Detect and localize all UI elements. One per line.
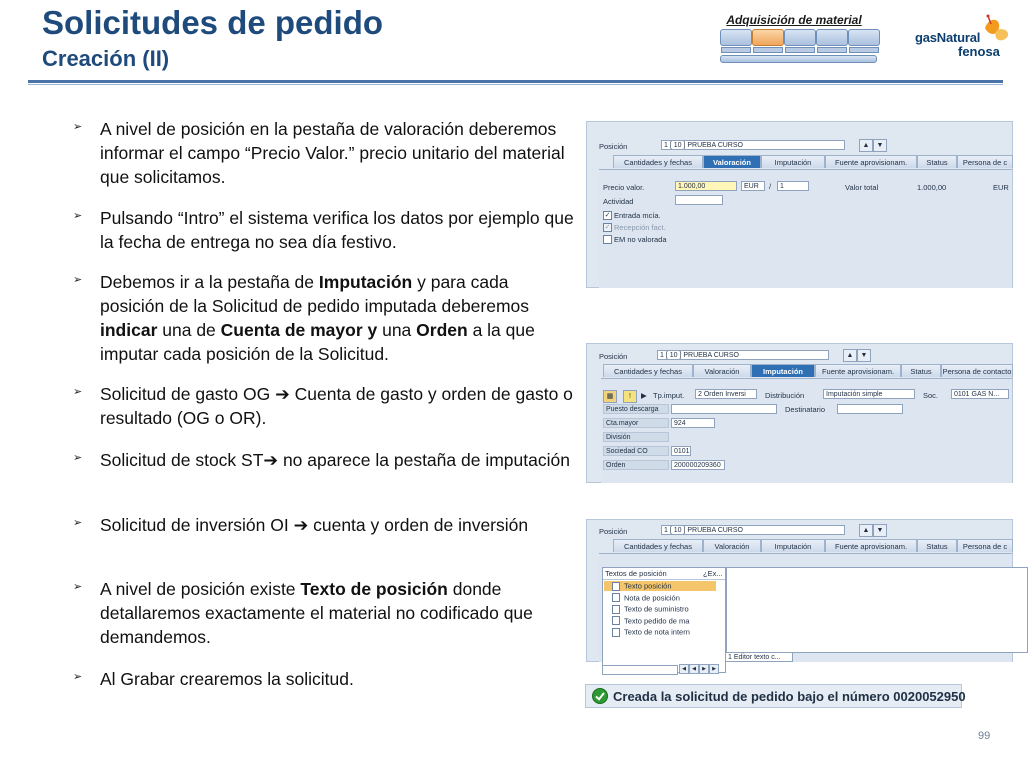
process-step-2-active <box>752 29 784 46</box>
bullet-text-run: Texto de posición <box>300 579 448 599</box>
recepcion-checkbox[interactable]: ✓ <box>604 224 611 231</box>
orden-label: Orden <box>603 460 669 470</box>
tab-imputacion[interactable]: Imputación <box>751 364 815 377</box>
next-position-icon[interactable]: ▼ <box>873 524 887 537</box>
bullet-text <box>100 513 575 537</box>
tpimput-select[interactable]: 2 Orden Inversi <box>695 389 757 399</box>
page-subtitle: Creación (II) <box>42 46 170 71</box>
process-baseline <box>720 55 877 63</box>
em-label: EM no valorada <box>614 235 667 244</box>
sap-screen-textos <box>586 519 1013 672</box>
tab-status[interactable]: Status <box>917 155 957 168</box>
tree-item[interactable] <box>604 604 716 614</box>
brand-name-line2: fenosa <box>958 44 1000 59</box>
valor-total-value: 1.000,00 <box>917 183 947 192</box>
bullet-text <box>100 270 575 366</box>
tree-item[interactable] <box>604 616 716 626</box>
bullet-text <box>100 577 575 649</box>
distribucion-select[interactable]: Imputación simple <box>823 389 915 399</box>
header-divider <box>28 80 1003 83</box>
process-step-3 <box>784 29 816 46</box>
bullet-text <box>100 667 575 691</box>
brand-name: gasNatural <box>915 30 981 45</box>
grid-view-icon[interactable]: ▦ <box>603 390 617 403</box>
scroll-prev-icon[interactable]: ◀ <box>689 664 699 674</box>
per-quantity-input[interactable]: 1 <box>777 181 809 191</box>
destinatario-label: Destinatario <box>785 405 826 414</box>
scroll-last-icon[interactable]: ▶ <box>709 664 719 674</box>
bullet-text <box>100 382 575 430</box>
puesto-label: Puesto descarga <box>603 404 669 414</box>
actividad-input[interactable] <box>675 195 723 205</box>
tree-column-header: ¿Ex... <box>703 569 723 578</box>
bullet-text-run: Pulsando “Intro” el sistema verifica los datos por ejemplo que la fecha de entrega no sea día festivo. <box>100 208 574 252</box>
bullet-arrow-icon: ➢ <box>73 210 83 222</box>
document-icon <box>612 593 620 602</box>
bullet-arrow-icon: ➢ <box>73 671 83 683</box>
bullet-text-run: indicar <box>100 320 158 340</box>
process-substep <box>721 47 751 53</box>
document-icon <box>612 605 620 614</box>
bullet-text <box>100 117 575 189</box>
tree-item-label: Texto de suministro <box>624 604 689 614</box>
tree-item-label: Texto pedido de ma <box>624 616 690 626</box>
precio-input[interactable]: 1.000,00 <box>675 181 737 191</box>
valor-total-label: Valor total <box>845 183 879 192</box>
tab-valoracion[interactable]: Valoración <box>703 155 761 168</box>
bullet-arrow-icon: ➢ <box>73 386 83 398</box>
bullet-text <box>100 448 575 472</box>
soc-label: Soc. <box>923 391 939 400</box>
tab-status[interactable]: Status <box>917 539 957 552</box>
document-icon <box>612 628 620 637</box>
bullet-text-run: Solicitud de inversión OI <box>100 515 294 535</box>
bullet-text-run: Imputación <box>318 272 413 292</box>
actividad-label: Actividad <box>603 197 634 206</box>
next-position-icon[interactable]: ▼ <box>873 139 887 152</box>
status-bar-message <box>585 684 966 708</box>
scroll-next-icon[interactable]: ▶ <box>699 664 709 674</box>
bullet-arrow-icon: ➢ <box>73 274 83 286</box>
entrada-label: Entrada mcía. <box>614 211 661 220</box>
process-step-4 <box>816 29 848 46</box>
bullet-arrow-icon: ➢ <box>73 581 83 593</box>
right-arrow-icon: ➔ <box>275 384 290 404</box>
posicion-select[interactable]: 1 [ 10 ] PRUEBA CURSO <box>661 525 845 535</box>
sap-screen-imputacion <box>586 343 1013 483</box>
entrada-checkbox[interactable]: ✓ <box>604 212 611 219</box>
info-icon[interactable]: ! <box>623 390 637 403</box>
bullet-text-run: Solicitud de stock ST <box>100 450 264 470</box>
process-substep <box>849 47 879 53</box>
valor-total-currency: EUR <box>993 183 1009 192</box>
bullet-text-run: Cuenta de mayor y <box>220 320 378 340</box>
posicion-select[interactable]: 1 [ 10 ] PRUEBA CURSO <box>657 350 829 360</box>
prev-position-icon[interactable]: ▲ <box>859 524 873 537</box>
posicion-select[interactable]: 1 [ 10 ] PRUEBA CURSO <box>661 140 845 150</box>
process-step-5 <box>848 29 880 46</box>
bullet-arrow-icon: ➢ <box>73 121 83 133</box>
orden-input[interactable]: 200000209360 <box>671 460 725 470</box>
puesto-input[interactable] <box>671 404 777 414</box>
sap-screen-valoracion <box>586 121 1013 288</box>
sociedad-input[interactable]: 0101 <box>671 446 691 456</box>
process-step-1 <box>720 29 752 46</box>
tab-persona[interactable]: Persona de c <box>957 155 1013 168</box>
posicion-label: Posición <box>599 142 628 151</box>
bullet-text-run: A nivel de posición existe <box>100 579 301 599</box>
right-arrow-icon: ➔ <box>293 515 309 535</box>
header-divider-thin <box>28 84 1003 85</box>
process-substep <box>817 47 847 53</box>
bullet-text-run: Cuenta de gasto y orden de gasto o resultado (OG o OR). <box>100 384 573 428</box>
process-substep <box>785 47 815 53</box>
currency-input[interactable]: EUR <box>741 181 765 191</box>
document-icon <box>612 616 620 625</box>
destinatario-input[interactable] <box>837 404 903 414</box>
process-title: Adquisición de material <box>726 13 862 27</box>
tree-scrollbar[interactable] <box>602 665 678 675</box>
em-checkbox[interactable] <box>603 235 612 244</box>
posicion-label: Posición <box>599 527 628 536</box>
tree-header: Textos de posición <box>605 569 667 578</box>
process-substep <box>753 47 783 53</box>
posicion-label: Posición <box>599 352 628 361</box>
tree-item-label: Texto de nota intern <box>624 627 690 637</box>
bullet-text-run: y para cada posición de la Solicitud de pedido imputada deberemos <box>100 272 530 316</box>
division-label: División <box>603 432 669 442</box>
bullet-text-run: Al Grabar crearemos la solicitud. <box>100 669 354 689</box>
bullet-text-run: Debemos ir a la pestaña de <box>100 272 319 292</box>
tab-fuente-aprov[interactable]: Fuente aprovisionam. <box>825 539 917 552</box>
tab-persona[interactable]: Persona de contacto <box>941 364 1013 377</box>
success-check-icon <box>592 688 608 704</box>
recepcion-label: Recepción fact. <box>614 223 666 232</box>
bullet-text-run: no aparece la pestaña de imputación <box>278 450 570 470</box>
tab-cantidades[interactable]: Cantidades y fechas <box>603 364 693 377</box>
page-title: Solicitudes de pedido <box>42 4 384 41</box>
scroll-first-icon[interactable]: ◀ <box>679 664 689 674</box>
next-position-icon[interactable]: ▼ <box>857 349 871 362</box>
bullet-text-run: a la que imputar cada posición de la Solicitud. <box>100 320 535 364</box>
per-separator: / <box>769 182 772 191</box>
tree-item[interactable] <box>604 627 716 637</box>
precio-label: Precio valor. <box>603 183 645 192</box>
tab-valoracion[interactable]: Valoración <box>703 539 761 552</box>
tab-cantidades[interactable]: Cantidades y fechas <box>613 155 703 168</box>
bullet-text <box>100 206 575 254</box>
sociedad-label: Sociedad CO <box>603 446 669 456</box>
bullet-arrow-icon: ➢ <box>73 452 83 464</box>
tree-item[interactable] <box>604 581 716 591</box>
tree-item-label: Texto posición <box>624 581 672 591</box>
bullet-text-run: cuenta y orden de inversión <box>308 515 529 535</box>
tab-imputacion[interactable]: Imputación <box>761 539 825 552</box>
tab-status[interactable]: Status <box>901 364 941 377</box>
arrow-right-icon: ▶ <box>641 391 647 400</box>
distribucion-label: Distribución <box>765 391 805 400</box>
prev-position-icon[interactable]: ▲ <box>843 349 857 362</box>
editor-select[interactable]: 1 Editor texto c... <box>725 652 793 662</box>
tab-imputacion[interactable]: Imputación <box>761 155 825 168</box>
soc-select[interactable]: 0101 GAS N... <box>951 389 1009 399</box>
ctamayor-label: Cta.mayor <box>603 418 669 428</box>
bullet-arrow-icon: ➢ <box>73 517 83 529</box>
tab-persona[interactable]: Persona de c <box>957 539 1013 552</box>
bullet-text-run: Orden <box>416 320 468 340</box>
text-editor-area[interactable] <box>726 567 1028 653</box>
tree-item[interactable] <box>604 593 716 603</box>
status-message-text: Creada la solicitud de pedido bajo el número 0020052950 <box>613 689 966 704</box>
bullet-text-run: A nivel de posición en la pestaña de valoración deberemos informar el campo “Precio Valor.” precio unitario del material que solicitamos. <box>100 119 565 187</box>
bullet-text-run: una <box>377 320 417 340</box>
tab-fuente-aprov[interactable]: Fuente aprovisionam. <box>825 155 917 168</box>
tab-cantidades[interactable]: Cantidades y fechas <box>613 539 703 552</box>
tab-fuente-aprov[interactable]: Fuente aprovisionam. <box>815 364 901 377</box>
bullet-text-run: Solicitud de gasto OG <box>100 384 276 404</box>
ctamayor-input[interactable]: 924 <box>671 418 715 428</box>
tpimput-label: Tp.imput. <box>653 391 685 400</box>
tab-valoracion[interactable]: Valoración <box>693 364 751 377</box>
document-icon <box>612 582 620 591</box>
bullet-text-run: una de <box>157 320 221 340</box>
bullet-text-run: donde detallaremos exactamente el material no codificado que demandemos. <box>100 579 533 647</box>
tree-item-label: Nota de posición <box>624 593 680 603</box>
right-arrow-icon: ➔ <box>263 450 279 470</box>
page-number: 99 <box>978 730 991 742</box>
prev-position-icon[interactable]: ▲ <box>859 139 873 152</box>
